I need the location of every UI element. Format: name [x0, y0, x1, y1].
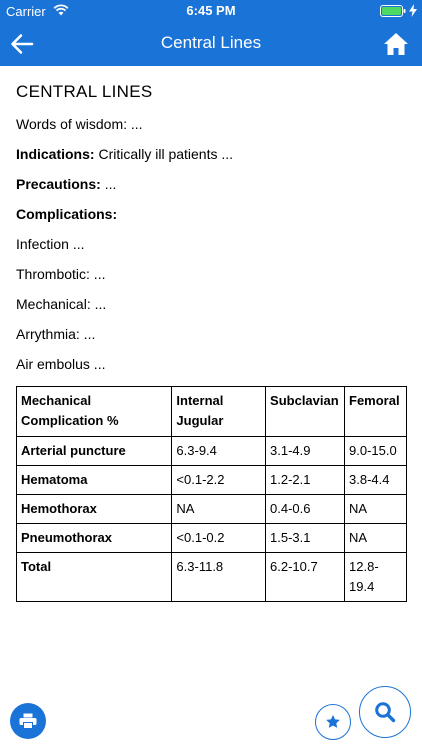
table-row: [17, 437, 407, 466]
star-icon: [325, 714, 341, 730]
status-time: 6:45 PM: [186, 3, 236, 18]
home-button[interactable]: [378, 26, 414, 62]
air-embolus-text: Air embolus ...: [16, 356, 106, 372]
table-cell: 3.1-4.9: [266, 437, 345, 466]
charging-bolt-icon: [409, 4, 417, 17]
table-cell: <0.1-2.2: [172, 466, 266, 495]
table-cell: 3.8-4.4: [345, 466, 407, 495]
table-row: [17, 553, 407, 602]
table-cell: Hemothorax: [17, 495, 172, 524]
table-cell: 12.8-19.4: [345, 553, 407, 602]
table-header-cell: Internal Jugular: [172, 387, 266, 437]
favorite-button[interactable]: [315, 704, 351, 740]
indications-text: Critically ill patients ...: [94, 146, 234, 162]
table-cell: 1.2-2.1: [266, 466, 345, 495]
table-cell: 1.5-3.1: [266, 524, 345, 553]
home-icon: [383, 31, 409, 57]
table-header-row: [17, 387, 407, 437]
status-bar: [0, 0, 422, 22]
table-header-cell: Mechanical Complication %: [17, 387, 172, 437]
complications-label: Complications:: [16, 206, 118, 222]
table-row: [17, 524, 407, 553]
table-cell: 6.3-11.8: [172, 553, 266, 602]
table-cell: 9.0-15.0: [345, 437, 407, 466]
mechanical-text: Mechanical: ...: [16, 296, 107, 312]
table-cell: 0.4-0.6: [266, 495, 345, 524]
table-row: [17, 495, 407, 524]
table-cell: Pneumothorax: [17, 524, 172, 553]
arrythmia-text: Arrythmia: ...: [16, 326, 96, 342]
nav-bar: [0, 22, 422, 66]
printer-icon: [19, 713, 37, 729]
precautions-text: ...: [100, 176, 117, 192]
table-cell: NA: [345, 495, 407, 524]
table-cell: Hematoma: [17, 466, 172, 495]
table-cell: NA: [345, 524, 407, 553]
infection-text: Infection ...: [16, 236, 85, 252]
table-cell: Total: [17, 553, 172, 602]
table-cell: 6.3-9.4: [172, 437, 266, 466]
thrombotic-text: Thrombotic: ...: [16, 266, 106, 282]
table-cell: <0.1-0.2: [172, 524, 266, 553]
precautions-line: [16, 174, 408, 194]
table-row: [17, 466, 407, 495]
table-cell: Arterial puncture: [17, 437, 172, 466]
words-of-wisdom-text: Words of wisdom: ...: [16, 116, 143, 132]
indications-label: Indications:: [16, 146, 95, 162]
carrier-label: Carrier: [6, 4, 46, 19]
app-header: [0, 0, 422, 66]
search-icon: [374, 701, 396, 723]
table-cell: NA: [172, 495, 266, 524]
search-button[interactable]: [359, 686, 411, 738]
complications-table: [16, 386, 407, 602]
page-title: CENTRAL LINES: [16, 82, 153, 101]
complications-line: [16, 204, 408, 224]
battery-icon: [380, 5, 406, 17]
table-cell: 6.2-10.7: [266, 553, 345, 602]
table-header-cell: Subclavian: [266, 387, 345, 437]
indications-line: [16, 144, 408, 164]
precautions-label: Precautions:: [16, 176, 101, 192]
table-header-cell: Femoral: [345, 387, 407, 437]
article-content: [16, 66, 408, 374]
print-button[interactable]: [10, 703, 46, 739]
page-header-title: Central Lines: [160, 33, 262, 52]
